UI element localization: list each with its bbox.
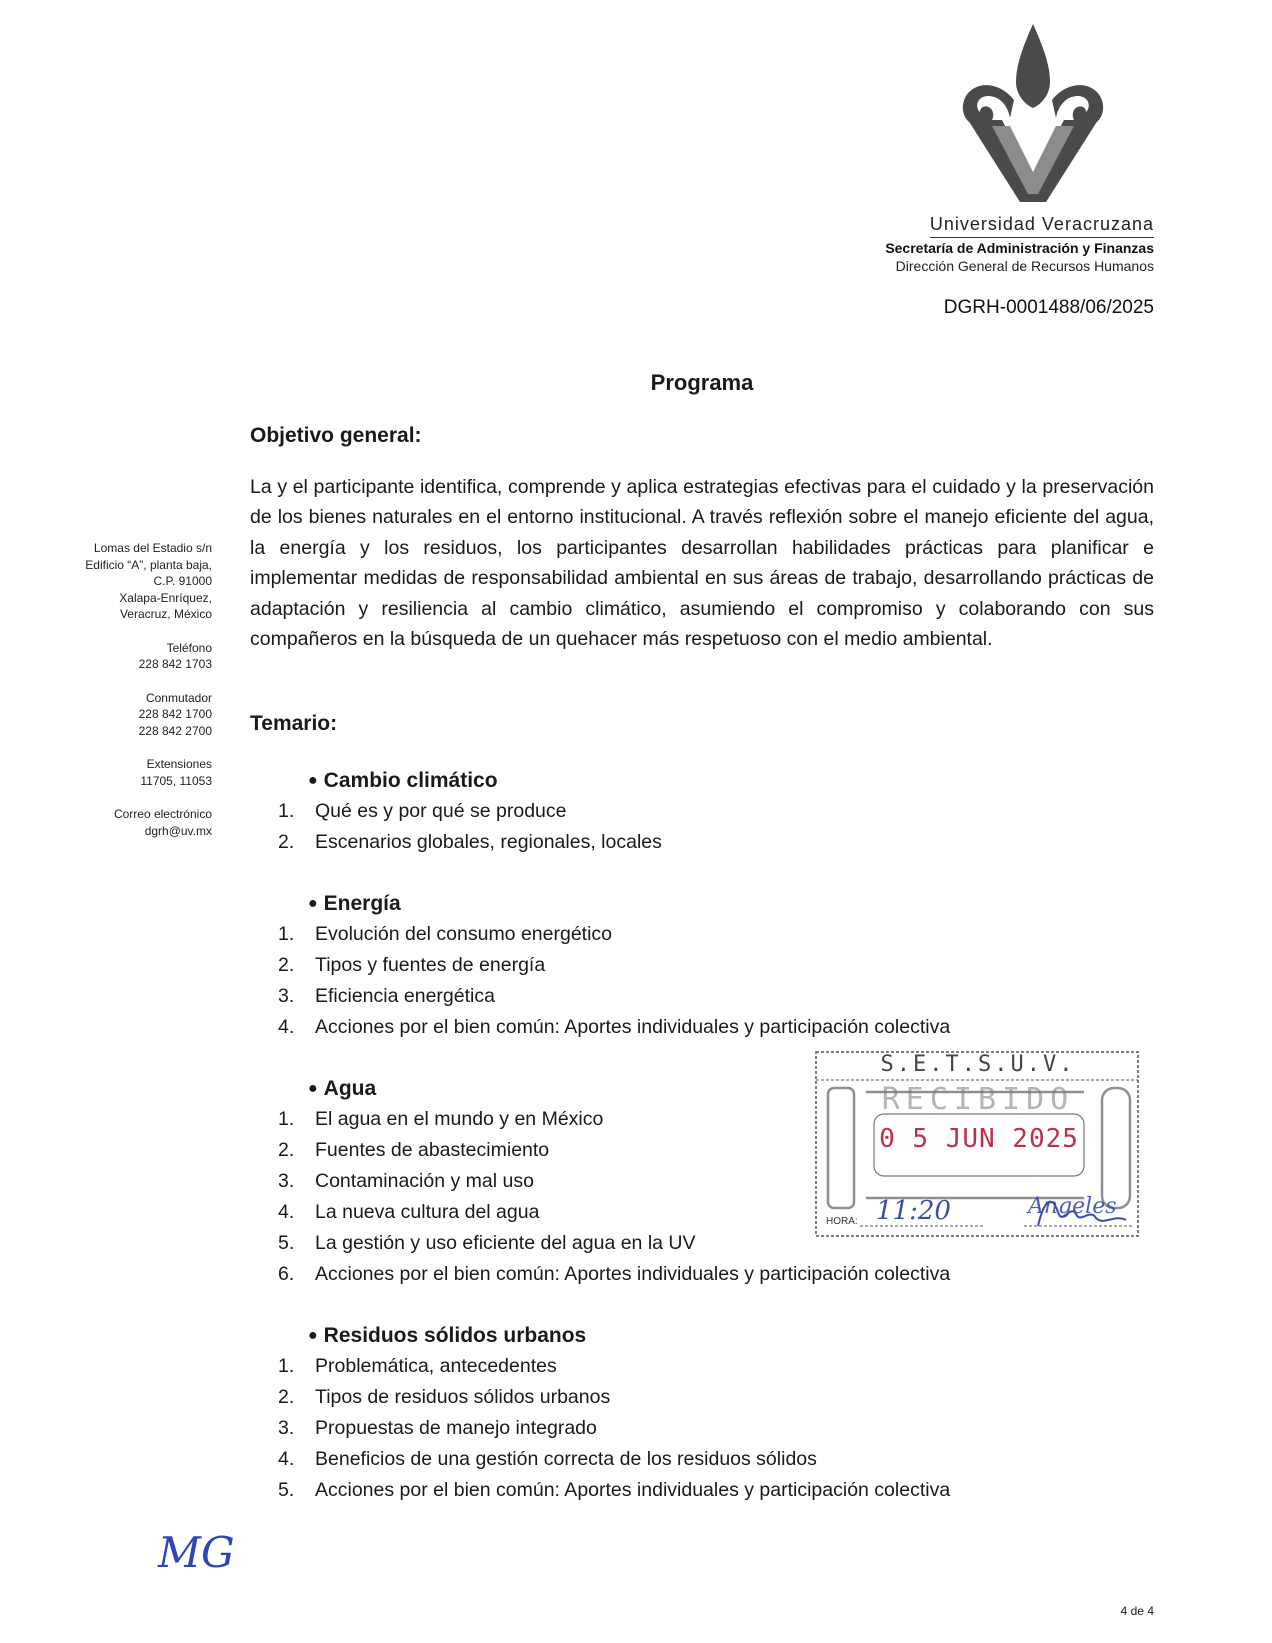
syllabus-section <box>278 1320 1038 1506</box>
handwritten-initials: MG <box>158 1528 235 1577</box>
section-title-text: Cambio climático <box>323 769 498 792</box>
item-number: 2. <box>278 954 295 976</box>
stamp-date: 0 5 JUN 2025 <box>879 1124 1079 1154</box>
item-text: Contaminación y mal uso <box>315 1170 534 1192</box>
phone-block <box>40 640 212 673</box>
bullet-icon: ● <box>308 1327 318 1344</box>
page-number: 4 de 4 <box>1120 1604 1154 1618</box>
item-text: El agua en el mundo y en México <box>315 1108 604 1130</box>
phone-label: Teléfono <box>166 640 212 655</box>
list-item <box>278 1382 1038 1413</box>
syllabus-section <box>278 888 1038 1043</box>
institution-name: Universidad Veracruzana <box>930 214 1154 238</box>
stamp-word: RECIBIDO <box>881 1082 1075 1117</box>
item-text: Acciones por el bien común: Aportes individuales y participación colectiva <box>315 1263 951 1285</box>
list-item <box>278 981 1038 1012</box>
email-block <box>40 806 212 839</box>
item-number: 2. <box>278 1139 295 1161</box>
secretariat-name: Secretaría de Administración y Finanzas <box>885 240 1154 256</box>
item-number: 4. <box>278 1448 295 1470</box>
stamp-hora-label: HORA: <box>826 1216 858 1227</box>
university-logo-icon <box>958 22 1108 204</box>
address-line: Edificio “A”, planta baja, <box>85 557 212 572</box>
objective-heading: Objetivo general: <box>250 424 422 447</box>
item-number: 5. <box>278 1232 295 1254</box>
switchboard-block <box>40 690 212 740</box>
section-title <box>278 888 1038 919</box>
item-number: 3. <box>278 1170 295 1192</box>
extensions-value: 11705, 11053 <box>140 773 212 788</box>
item-text: Escenarios globales, regionales, locales <box>315 831 662 853</box>
extensions-label: Extensiones <box>146 757 212 771</box>
item-number: 1. <box>278 1108 295 1130</box>
item-text: Acciones por el bien común: Aportes individuales y participación colectiva <box>315 1479 951 1501</box>
list-item <box>278 1444 1038 1475</box>
item-text: La nueva cultura del agua <box>315 1201 540 1223</box>
syllabus-heading: Temario: <box>250 712 338 735</box>
phone-number: 228 842 1703 <box>138 657 212 671</box>
address-line: C.P. 91000 <box>153 574 212 588</box>
item-number: 4. <box>278 1016 295 1038</box>
section-title <box>278 765 1038 796</box>
item-number: 6. <box>278 1263 295 1285</box>
item-text: Acciones por el bien común: Aportes individuales y participación colectiva <box>315 1016 951 1038</box>
item-text: Evolución del consumo energético <box>315 923 613 945</box>
institution-block <box>885 214 1154 274</box>
bullet-icon: ● <box>308 1080 318 1097</box>
item-number: 1. <box>278 1355 295 1377</box>
item-number: 1. <box>278 800 295 822</box>
stamp-hora-value: 11:20 <box>876 1196 951 1226</box>
list-item <box>278 1413 1038 1444</box>
received-stamp <box>814 1048 1142 1240</box>
item-number: 2. <box>278 831 295 853</box>
list-item <box>278 796 1038 827</box>
section-title-text: Energía <box>323 892 401 915</box>
address-line: Veracruz, México <box>119 607 212 621</box>
list-item <box>278 919 1038 950</box>
list-item <box>278 1475 1038 1506</box>
item-text: Eficiencia energética <box>315 985 495 1007</box>
list-item <box>278 1351 1038 1382</box>
address-line: Lomas del Estadio s/n <box>93 541 212 555</box>
item-text: Qué es y por qué se produce <box>315 800 567 822</box>
folio-number: DGRH-0001488/06/2025 <box>943 297 1154 318</box>
objective-paragraph: La y el participante identifica, comprende y aplica estrategias efectivas para el cuidado y la preservación de los bienes naturales en el entorno institucional. A través reflexión sobre el manejo eficiente del agua, la energía y los residuos, los participantes desarrollan habilidades prácticas para planificar e implementar medidas de responsabilidad ambiental en sus áreas de trabajo, desarrollando prácticas de adaptación y resiliencia al cambio climático, asumiendo el compromiso y colaborando con sus compañeros en la búsqueda de un quehacer más respetuoso con el medio ambiental. <box>250 476 1154 651</box>
bullet-icon: ● <box>308 895 318 912</box>
section-title-text: Agua <box>323 1077 377 1100</box>
contact-sidebar <box>40 540 212 856</box>
switchboard-number: 228 842 1700 <box>138 707 212 721</box>
stamp-organization: S.E.T.S.U.V. <box>880 1052 1076 1077</box>
item-number: 1. <box>278 923 295 945</box>
bullet-icon: ● <box>308 772 318 789</box>
list-item <box>278 827 1038 858</box>
item-text: Propuestas de manejo integrado <box>315 1417 597 1439</box>
item-number: 2. <box>278 1386 295 1408</box>
list-item <box>278 1259 1038 1290</box>
page-title: Programa <box>650 370 754 395</box>
switchboard-label: Conmutador <box>145 690 212 705</box>
stamp-signature: Angeles <box>1028 1194 1117 1219</box>
syllabus-section <box>278 765 1038 858</box>
item-number: 3. <box>278 985 295 1007</box>
email-label: Correo electrónico <box>113 807 212 821</box>
item-number: 5. <box>278 1479 295 1501</box>
email-link[interactable]: dgrh@uv.mx <box>144 823 212 838</box>
section-title-text: Residuos sólidos urbanos <box>323 1324 587 1347</box>
switchboard-number: 228 842 2700 <box>138 723 212 738</box>
item-number: 3. <box>278 1417 295 1439</box>
item-text: Tipos de residuos sólidos urbanos <box>315 1386 611 1408</box>
item-text: Problemática, antecedentes <box>315 1355 557 1377</box>
item-number: 4. <box>278 1201 295 1223</box>
direction-name: Dirección General de Recursos Humanos <box>895 258 1154 274</box>
address-block <box>40 540 212 623</box>
item-text: Beneficios de una gestión correcta de los residuos sólidos <box>315 1448 817 1470</box>
extensions-block <box>40 756 212 789</box>
item-text: Fuentes de abastecimiento <box>315 1139 550 1161</box>
section-title <box>278 1320 1038 1351</box>
item-text: Tipos y fuentes de energía <box>315 954 546 976</box>
address-line: Xalapa-Enríquez, <box>119 590 212 605</box>
list-item <box>278 950 1038 981</box>
list-item <box>278 1012 1038 1043</box>
item-text: La gestión y uso eficiente del agua en la UV <box>315 1232 696 1254</box>
